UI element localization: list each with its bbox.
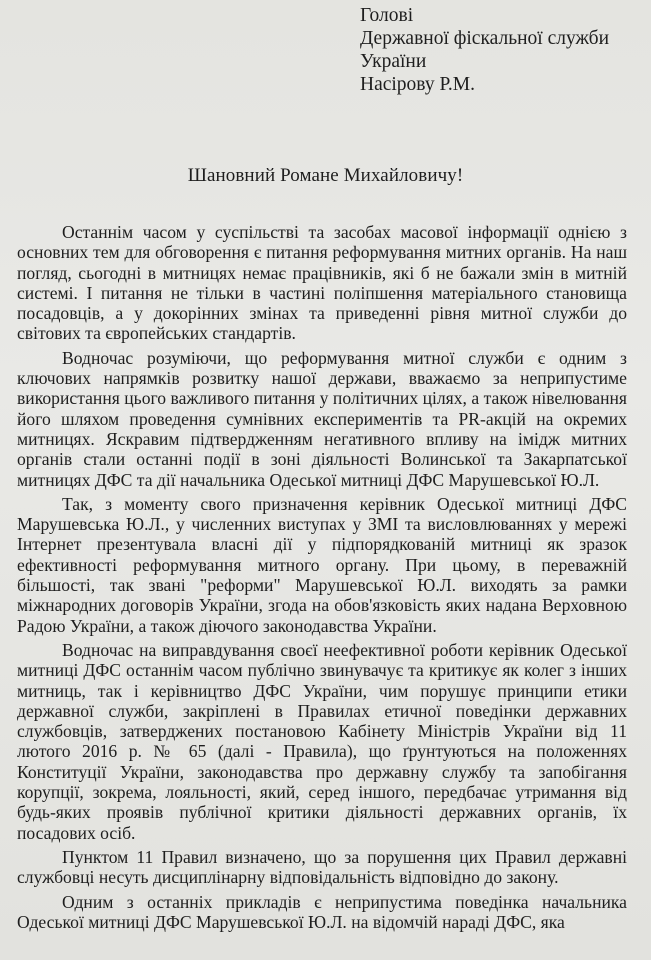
addressee-line-3: України: [360, 51, 427, 72]
addressee-line-2: Державної фіскальної служби: [360, 28, 610, 49]
letter-body: [17, 222, 627, 936]
paragraph: Одним з останніх прикладів є неприпустима поведінка начальника Одеської митниці ДФС Марушевської Ю.Л. на відомчій нараді ДФС, яка: [17, 891, 627, 932]
salutation: Шановний Романе Михайловичу!: [187, 165, 464, 186]
addressee-block: [360, 4, 609, 96]
paragraph: Водночас на виправдування своєї неефективної роботи керівник Одеської митниці ДФС останнім часом публічно звинувачує та критикує як колег з інших митниць, так і керівництво ДФС України, чим порушує принципи етики державної служби, закріплені в Правилах етичної поведінки державних службовців, затверджених постановою Кабінету Міністрів України від 11 лютого 2016 р. № 65 (далі - Правила), що ґрунтуються на положеннях Конституції України, законодавства про державну службу та запобігання корупції, зокрема, лояльності, який, серед іншого, передбачає утримання від будь-яких проявів публічної критики діяльності державних органів, їх посадових осіб.: [17, 639, 627, 843]
addressee-line-4: Насірову Р.М.: [360, 74, 475, 95]
paragraph: Останнім часом у суспільстві та засобах масової інформації однією з основних тем для обговорення є питання реформування митних органів. На наш погляд, сьогодні в митницях немає працівників, які б не бажали змін в митній системі. І питання не тільки в частині поліпшення матеріального становища посадовців, а у докорінних змінах та приведенні рівня митної служби до світових та європейських стандартів.: [17, 222, 627, 344]
addressee-line-1: Голові: [360, 5, 414, 26]
paragraph: Водночас розуміючи, що реформування митної служби є одним з ключових напрямків розвитку нашої держави, вважаємо за неприпустиме використання цього важливого питання у політичних цілях, а також нівелювання його шляхом проведення сумнівних експериментів та PR-акцій на окремих митницях. Яскравим підтвердженням негативного впливу на імідж митних органів стали останні події в зоні діяльності Волинської та Закарпатської митницях ДФС та дії начальника Одеської митниці ДФС Марушевської Ю.Л.: [17, 347, 627, 490]
paragraph: Пунктом 11 Правил визначено, що за порушення цих Правил державні службовці несуть дисциплінарну відповідальність відповідно до закону.: [17, 846, 627, 888]
paragraph: Так, з моменту свого призначення керівник Одеської митниці ДФС Марушевська Ю.Л., у численних виступах у ЗМІ та висловлюваннях у мережі Інтернет презентувала власні дії у підпорядкованій митниці як зразок ефективності реформування митного органу. При цьому, в переважній більшості, так звані "реформи" Марушевської Ю.Л. виходять за рамки міжнародних договорів України, згода на обов'язковість яких надана Верховною Радою України, а також діючого законодавства України.: [17, 493, 627, 636]
